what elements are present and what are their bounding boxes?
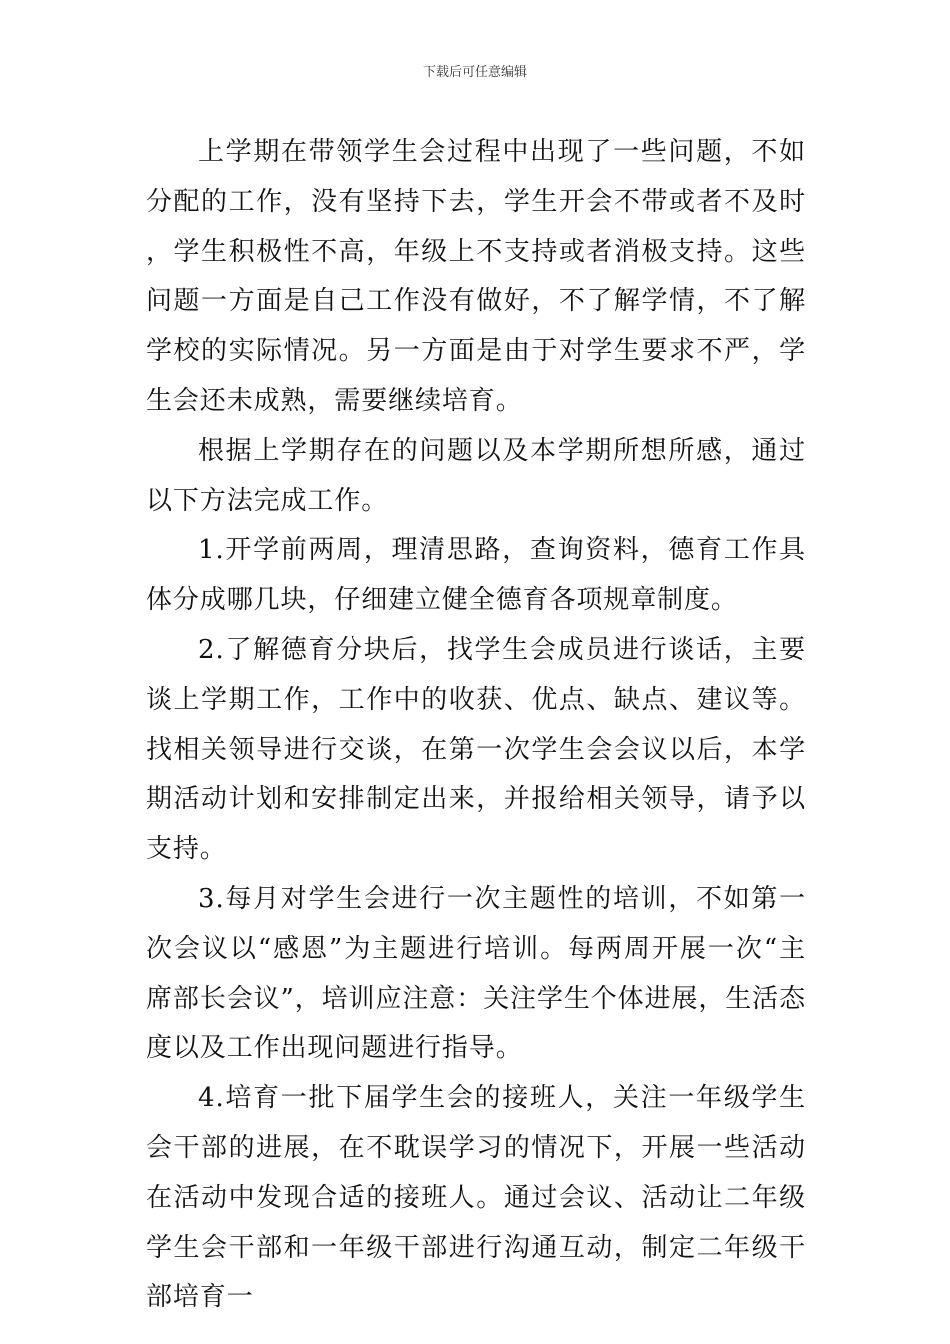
paragraph-1: 上学期在带领学生会过程中出现了一些问题，不如分配的工作，没有坚持下去，学生开会不带或者不及时，学生积极性不高，年级上不支持或者消极支持。这些问题一方面是自己工作没有做好，不了解学情，不了解学校的实际情况。另一方面是由于对学生要求不严，学生会还未成熟，需要继续培育。 <box>146 137 806 416</box>
document-body <box>146 128 806 1323</box>
paragraph-5: 3.每月对学生会进行一次主题性的培训，不如第一次会议以“感恩”为主题进行培训。每两周开展一次“主席部长会议”，培训应注意：关注学生个体进展，生活态度以及工作出现问题进行指导。 <box>146 883 806 1064</box>
paragraph-4: 2.了解德育分块后，找学生会成员进行谈话，主要谈上学期工作，工作中的收获、优点、缺点、建议等。找相关领导进行交谈，在第一次学生会会议以后，本学期活动计划和安排制定出来，并报给相关领导，请予以支持。 <box>146 634 806 865</box>
page-header-note: 下载后可任意编辑 <box>422 65 527 80</box>
paragraph-3: 1.开学前两周，理清思路，查询资料，德育工作具体分成哪几块，仔细建立健全德育各项规章制度。 <box>146 535 806 616</box>
paragraph-6: 4.培育一批下届学生会的接班人，关注一年级学生会干部的进展，在不耽误学习的情况下，开展一些活动在活动中发现合适的接班人。通过会议、活动让二年级学生会干部和一年级干部进行沟通互动，制定二年级干部培育一 <box>146 1083 806 1313</box>
paragraph-2: 根据上学期存在的问题以及本学期所想所感，通过以下方法完成工作。 <box>146 435 806 516</box>
